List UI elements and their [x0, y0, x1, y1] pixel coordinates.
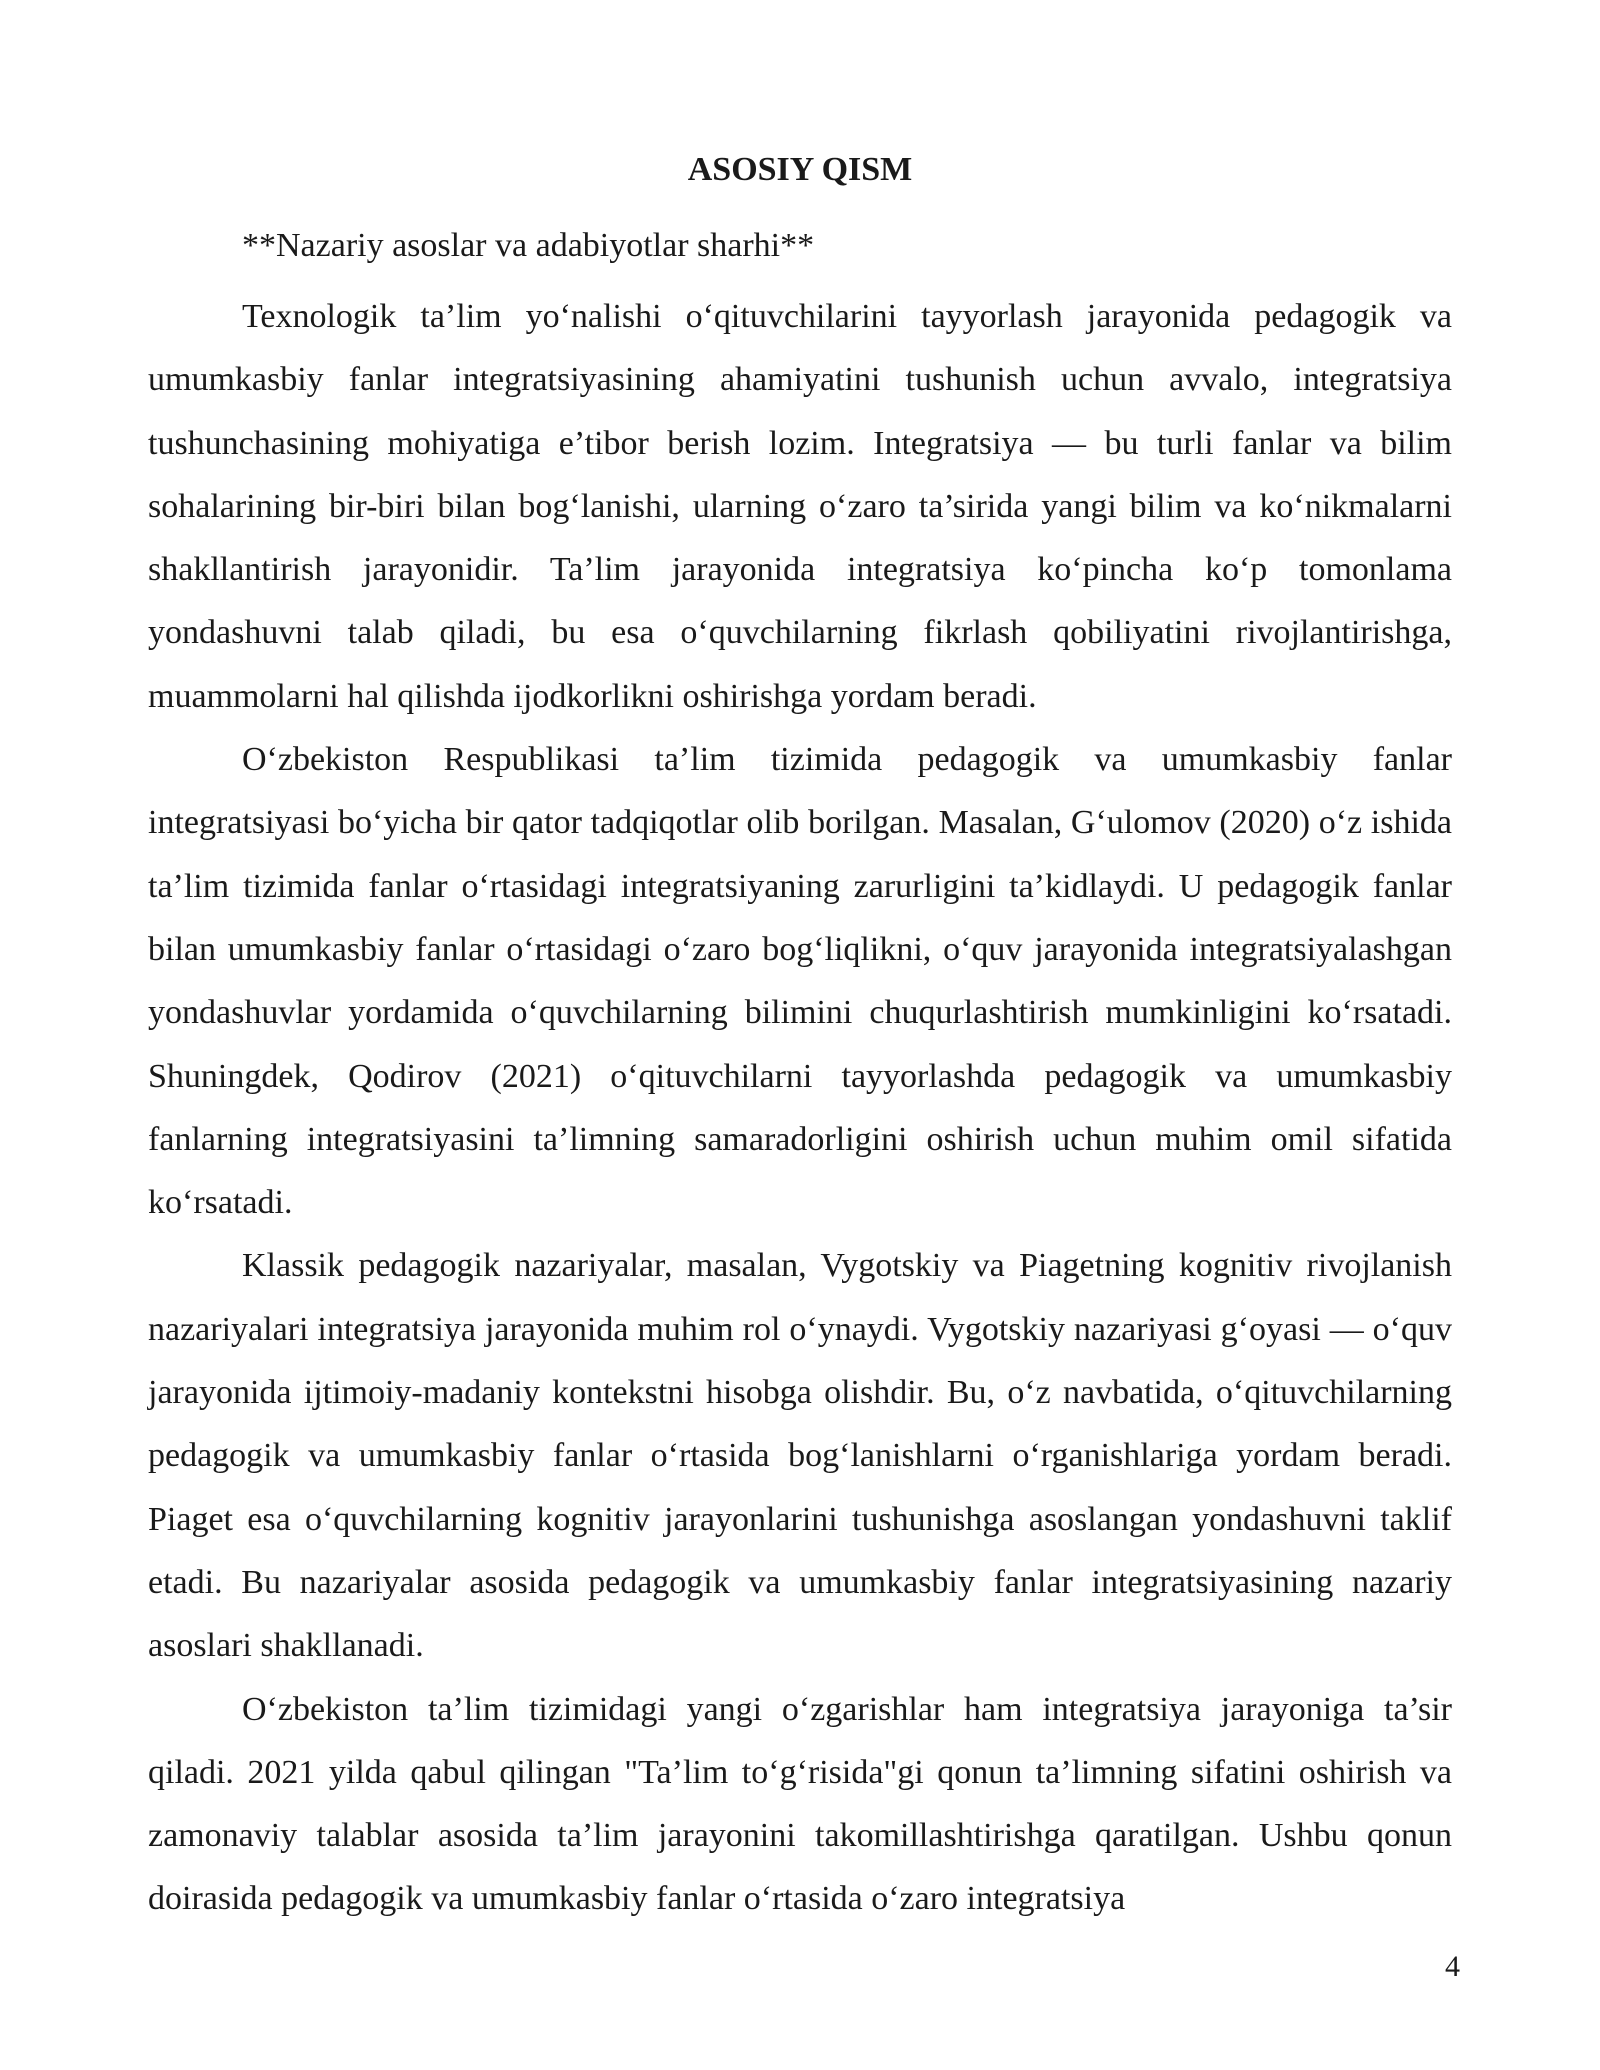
paragraph: O‘zbekiston Respublikasi ta’lim tizimida pedagogik va umumkasbiy fanlar integratsiyasi bo‘yicha bir qator tadqiqotlar olib borilgan. Masalan, G‘ulomov (2020) o‘z ishida ta’lim tizimida fanlar o‘rtasidagi integratsiyaning zarurligini ta’kidlaydi. U pedagogik fanlar bilan umumkasbiy fanlar o‘rtasidagi o‘zaro bog‘liqlikni, o‘quv jarayonida integratsiyalashgan yondashuvlar yordamida o‘quvchilarning bilimini chuqurlashtirish mumkinligini ko‘rsatadi. Shuningdek, Qodirov (2021) o‘qituvchilarni tayyorlashda pedagogik va umumkasbiy fanlarning integratsiyasini ta’limning samaradorligini oshirish uchun muhim omil sifatida ko‘rsatadi. [148, 741, 1452, 1222]
page-number: 4 [1445, 1950, 1460, 1983]
section-title: ASOSIY QISM [687, 151, 913, 188]
paragraph: Texnologik ta’lim yo‘nalishi o‘qituvchilarini tayyorlash jarayonida pedagogik va umumkasbiy fanlar integratsiyasining ahamiyatini tushunish uchun avvalo, integratsiya tushunchasining mohiyatiga e’tibor berish lozim. Integratsiya — bu turli fanlar va bilim sohalarining bir-biri bilan bog‘lanishi, ularning o‘zaro ta’sirida yangi bilim va ko‘nikmalarni shakllantirish jarayonidir. Ta’lim jarayonida integratsiya ko‘pincha ko‘p tomonlama yondashuvni talab qiladi, bu esa o‘quvchilarning fikrlash qobiliyatini rivojlantirishga, muammolarni hal qilishda ijodkorlikni oshirishga yordam beradi. [148, 298, 1452, 715]
body-text [148, 285, 1452, 1931]
subsection-heading: **Nazariy asoslar va adabiyotlar sharhi** [242, 227, 815, 264]
paragraph: Klassik pedagogik nazariyalar, masalan, Vygotskiy va Piagetning kognitiv rivojlanish nazariyalari integratsiya jarayonida muhim rol o‘ynaydi. Vygotskiy nazariyasi g‘oyasi — o‘quv jarayonida ijtimoiy-madaniy kontekstni hisobga olishdir. Bu, o‘z navbatida, o‘qituvchilarning pedagogik va umumkasbiy fanlar o‘rtasida bog‘lanishlarni o‘rganishlariga yordam beradi. Piaget esa o‘quvchilarning kognitiv jarayonlarini tushunishga asoslangan yondashuvni taklif etadi. Bu nazariyalar asosida pedagogik va umumkasbiy fanlar integratsiyasining nazariy asoslari shakllanadi. [148, 1247, 1452, 1665]
paragraph: O‘zbekiston ta’lim tizimidagi yangi o‘zgarishlar ham integratsiya jarayoniga ta’sir qiladi. 2021 yilda qabul qilingan "Ta’lim to‘g‘risida"gi qonun ta’limning sifatini oshirish va zamonaviy talablar asosida ta’lim jarayonini takomillashtirishga qaratilgan. Ushbu qonun doirasida pedagogik va umumkasbiy fanlar o‘rtasida o‘zaro integratsiya [148, 1690, 1452, 1918]
